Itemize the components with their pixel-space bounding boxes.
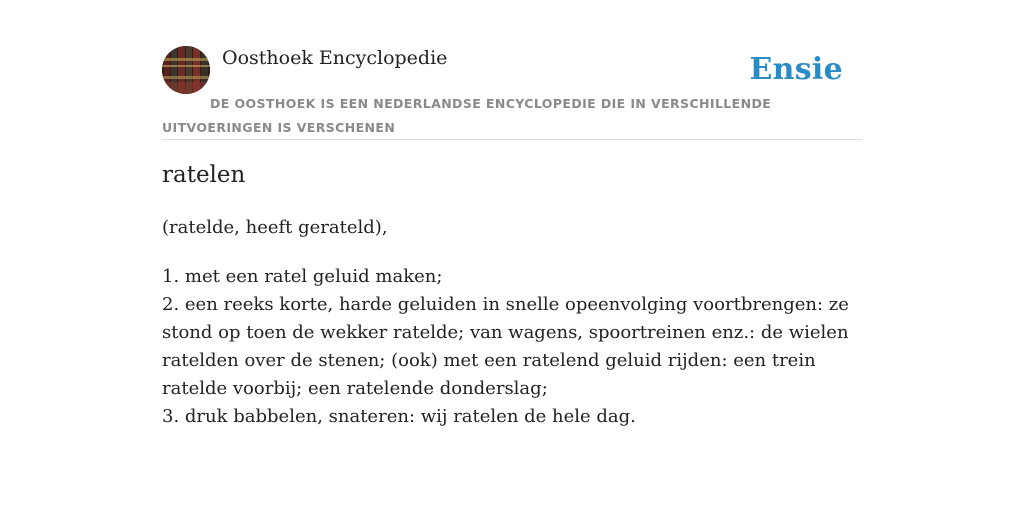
definition-item: 1. met een ratel geluid maken;: [162, 266, 443, 287]
source-name[interactable]: Oosthoek Encyclopedie: [222, 47, 448, 69]
source-avatar[interactable]: [162, 46, 210, 94]
definition-list: [162, 263, 862, 431]
definition-item: 2. een reeks korte, harde geluiden in snelle opeenvolging voortbrengen: ze stond op toen de wekker ratelde; van wagens, spoortreinen enz.: de wielen ratelden over de stenen; (ook) met een ratelend geluid rijden: een trein ratelde voorbij; een ratelende donderslag;: [162, 294, 849, 399]
definition-item: 3. druk babbelen, snateren: wij ratelen de hele dag.: [162, 406, 636, 427]
entry-inflection: (ratelde, heeft gerateld),: [162, 217, 388, 238]
source-description: DE OOSTHOEK IS EEN NEDERLANDSE ENCYCLOPEDIE DIE IN VERSCHILLENDE UITVOERINGEN IS VERSCHENEN: [162, 96, 772, 135]
ensie-logo-link[interactable]: Ensie: [749, 52, 843, 87]
entry-title: ratelen: [162, 162, 246, 188]
encyclopedia-books-icon: [162, 46, 210, 94]
source-header: [162, 46, 862, 140]
